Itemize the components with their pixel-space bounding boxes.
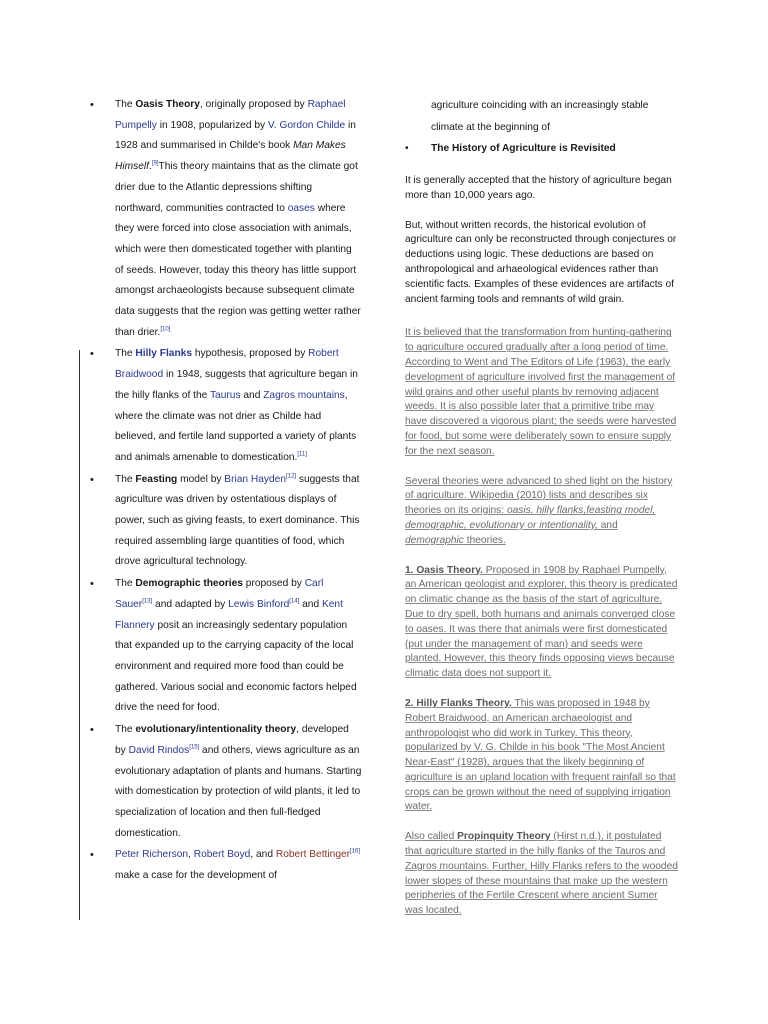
ref-link[interactable]: [11] xyxy=(297,451,307,458)
link-taurus[interactable]: Taurus xyxy=(209,389,241,401)
paragraph: It is generally accepted that the history of agriculture began more than 10,000 years ago. xyxy=(405,175,672,201)
ref-link[interactable]: [10] xyxy=(160,326,171,333)
bullet-richerson: • Peter Richerson, Robert Boyd, and Robert Bettinger[16] make a case for the development of xyxy=(90,845,362,886)
ref-link[interactable]: [9] xyxy=(151,160,159,167)
quoted-paragraph-hilly: 2. Hilly Flanks Theory. This was proposed in 1948 by Robert Braidwood, an American archaeologist and anthropologist who did work in Turkey. This theory, popularized by V. G. Childe in his book "The Most Ancient Near-East" (1928), argues that the likely beginning of agriculture is an upland location with frequent rainfall so that crops can be grown without the need of supplying irrigation water. xyxy=(405,697,676,813)
bullet-icon: • xyxy=(90,724,94,737)
bullet-demographic: • The Demographic theories proposed by Carl Sauer[13] and adapted by Lewis Binford[14] and Kent Flannery posit an increasingly sedentary population that expanded up to the carrying capacity of the local environment and required more food than could be gathered. Various social and economic factors helped drive the need for food. xyxy=(90,574,362,719)
link-peter-richerson[interactable]: Peter Richerson xyxy=(115,849,189,861)
bullet-icon: • xyxy=(405,143,409,154)
link-gordon-childe[interactable]: V. Gordon Childe xyxy=(267,119,346,131)
link-oases[interactable]: oases xyxy=(287,202,315,214)
continued-text: agriculture coinciding with an increasingly stable climate at the beginning of xyxy=(431,100,649,133)
link-robert-boyd[interactable]: Robert Boyd xyxy=(193,849,251,861)
link-zagros-mountains[interactable]: Zagros mountains xyxy=(263,389,345,401)
ref-link[interactable]: [13] xyxy=(142,598,153,605)
link-brian-hayden[interactable]: Brian Hayden xyxy=(224,473,287,485)
link-kent-flannery[interactable]: Kent Flannery xyxy=(115,598,343,631)
ref-link[interactable]: [14] xyxy=(289,598,300,605)
bullet-icon: • xyxy=(90,578,94,591)
bullet-hilly-flanks: • The Hilly Flanks hypothesis, proposed by Robert Braidwood in 1948, suggests that agriculture began in the hilly flanks of the Taurus and Zagros mountains, where the climate was not drier as Childe had believed, and fertile land supported a variety of plants and animals amenable to domestication.[11] xyxy=(90,344,362,468)
bullet-icon: • xyxy=(90,849,94,862)
bullet-feasting: • The Feasting model by Brian Hayden[12] suggests that agriculture was driven by ostentatious displays of power, such as giving feasts, to exert dominance. This required assembling large quantities of food, which drove agricultural technology. xyxy=(90,470,362,574)
ref-link[interactable]: [15] xyxy=(189,744,200,751)
paragraph: But, without written records, the historical evolution of agriculture can only be reconstructed through conjectures or deductions using logic. These deductions are based on anthropological and arhaeological evidences rather than scientific facts. Examples of these evidences are artifacts of ancient farming tools and remnants of wild grain. xyxy=(405,219,677,305)
bullet-oasis-theory: • The Oasis Theory, originally proposed by Raphael Pumpelly in 1908, popularized by V. Gordon Childe in 1928 and summarised in Childe's book Man Makes Himself.[9]This theory maintains that as the climate got drier due to the Atlantic depressions shifting northward, communities contracted to oases where they were forced into close association with animals, which were then domesticated together with planting of seeds. However, today this theory has little support amongst archaeologists because subsequent climate data suggests that the region was getting wetter rather than drier.[10] xyxy=(90,95,362,343)
ref-link[interactable]: [16] xyxy=(350,848,361,855)
right-column xyxy=(405,95,678,919)
link-robert-bettinger[interactable]: Robert Bettinger xyxy=(275,849,351,861)
link-robert-braidwood[interactable]: Robert Braidwood xyxy=(115,348,339,381)
quoted-paragraph-oasis: 1. Oasis Theory. Proposed in 1908 by Raphael Pumpelly, an American geologist and explorer, this theory is predicated on climatic change as the basis of the start of agriculture. Due to dry spell, both humans and animals converged close to oases. It was there that animals were first domesticated (put under the management of man) and seeds were planted. However, this theory finds opposing views because climatic data does not support it. xyxy=(405,564,678,680)
margin-rule xyxy=(79,350,80,920)
bullet-icon: • xyxy=(90,473,94,486)
left-column xyxy=(90,95,362,887)
link-hilly-flanks[interactable]: Hilly Flanks xyxy=(135,348,193,360)
bullet-icon: • xyxy=(90,348,94,361)
link-lewis-binford[interactable]: Lewis Binford xyxy=(228,598,290,610)
link-david-rindos[interactable]: David Rindos xyxy=(128,744,190,756)
ref-link[interactable]: [12] xyxy=(286,473,297,480)
link-raphael-pumpelly[interactable]: Raphael Pumpelly xyxy=(115,99,346,131)
link-carl-sauer[interactable]: Carl Sauer xyxy=(115,578,324,610)
quoted-paragraph-theories: Several theories were advanced to shed light on the history of agriculture. Wikipedia (2010) lists and describes six theories on its origins: oasis, hilly flanks,feasting model, demographic, evolutionary or intentionality, and demographic theories. xyxy=(405,475,673,546)
bullet-icon: • xyxy=(90,99,94,111)
quoted-paragraph: It is believed that the transformation from hunting-gathering to agriculture occured gradually after a long period of time. According to Went and The Editors of Life (1963), the early development of agriculture involved first the management of wild grains and other useful plants by removing adjacent weeds. It is also possible later that a primitive tribe may have discovered a vigorous plant; the seeds were harvested for food, but some were deliberately sown to ensure supply for the next season. xyxy=(405,327,677,457)
bullet-evolutionary: • The evolutionary/intentionality theory, developed by David Rindos[15] and others, views agriculture as an evolutionary adaptation of plants and humans. Starting with domestication by protection of wild plants, it led to specialization of location and then full-fledged domestication. xyxy=(90,720,362,844)
quoted-paragraph-propinquity: Also called Propinquity Theory (Hirst n.d.), it postulated that agriculture started in the hilly flanks of the Tauros and Zagros mountains. Further, Hilly Flanks refers to the wooded lower slopes of these mountains that make up the western peripheries of the Fertile Crescent where ancient Sumer was located. xyxy=(405,831,678,917)
section-heading: • The History of Agriculture is Revisited xyxy=(405,139,678,159)
